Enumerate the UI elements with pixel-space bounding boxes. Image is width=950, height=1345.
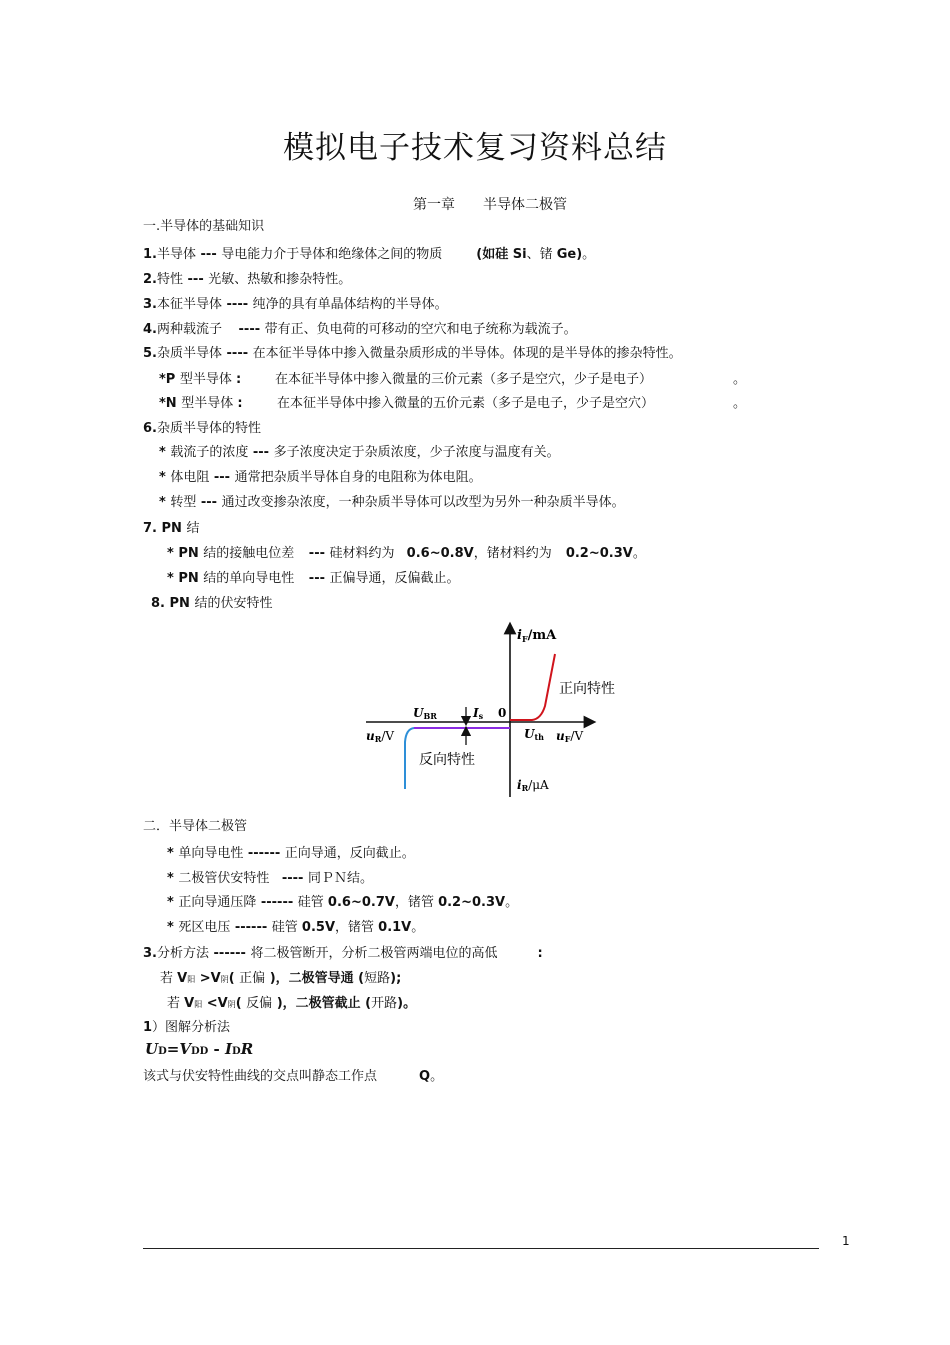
reverse-label: 反向特性: [419, 752, 475, 768]
item-7: 7. PN 结: [143, 521, 200, 536]
is-label: Is: [473, 706, 484, 721]
origin-label: 0: [498, 706, 507, 720]
item-5-n-end: 。: [733, 396, 747, 411]
item-6-a: * 载流子的浓度 --- 多子浓度决定于杂质浓度，少子浓度与温度有关。: [159, 445, 560, 460]
item-6-c: * 转型 --- 通过改变掺杂浓度，一种杂质半导体可以改型为另外一种杂质半导体。: [159, 495, 625, 510]
x-axis-label-right: uF/V: [556, 729, 584, 744]
pn-junction-vi-curve: [360, 620, 630, 800]
graphic-method: 1）图解分析法: [143, 1020, 231, 1035]
ubr-label: UBR: [413, 706, 437, 721]
load-line-formula: UD=VDD - IDR: [145, 1040, 254, 1058]
item-7-b: * PN 结的单向导电性 --- 正偏导通，反偏截止。: [167, 571, 460, 586]
page-number: 1: [842, 1234, 850, 1248]
forward-curve: [510, 654, 555, 720]
diode-item-c: * 正向导通压降 ------ 硅管 0.6~0.7V，锗管 0.2~0.3V。: [167, 895, 519, 910]
item-3: 3.本征半导体 ---- 纯净的具有单晶体结构的半导体。: [143, 297, 448, 312]
y-axis-label-bottom: iR/μA: [517, 778, 549, 793]
item-6: 6.杂质半导体的特性: [143, 421, 261, 436]
document-title: 模拟电子技术复习资料总结: [283, 130, 667, 166]
item-5-n-type: *N 型半导体 :: [159, 396, 243, 411]
item-6-b: * 体电阻 --- 通常把杂质半导体自身的电阻称为体电阻。: [159, 470, 482, 485]
footer-rule: [143, 1248, 819, 1249]
diode-item-a: * 单向导电性 ------ 正向导通，反向截止。: [167, 846, 415, 861]
item-5-n-desc: 在本征半导体中掺入微量的五价元素（多子是电子，少子是空穴）: [277, 396, 655, 411]
uth-label: Uth: [524, 727, 544, 742]
analysis-reverse: 若 V阳 <V阴( 反偏 )，二极管截止 (开路)。: [167, 996, 417, 1011]
item-5-p-desc: 在本征半导体中掺入微量的三价元素（多子是空穴，少子是电子）: [275, 372, 653, 387]
forward-label: 正向特性: [559, 681, 615, 697]
chapter-heading: 第一章 半导体二极管: [413, 197, 567, 213]
item-1: 1.半导体 --- 导电能力介于导体和绝缘体之间的物质 (如硅 Si、锗 Ge)。: [143, 247, 596, 262]
item-4: 4.两种载流子 ---- 带有正、负电荷的可移动的空穴和电子统称为载流子。: [143, 322, 577, 337]
item-7-a: * PN 结的接触电位差 --- 硅材料约为 0.6~0.8V，锗材料约为 0.2~0.3V。: [167, 546, 646, 561]
operating-point-text: 该式与伏安特性曲线的交点叫静态工作点 Q。: [143, 1069, 444, 1084]
item-5: 5.杂质半导体 ---- 在本征半导体中掺入微量杂质形成的半导体。体现的是半导体的掺杂特性。: [143, 346, 682, 361]
diode-item-b: * 二极管伏安特性 ---- 同ＰＮ结。: [167, 871, 373, 886]
y-axis-label-top: $i_F/mA$: [517, 628, 557, 644]
analysis-forward: 若 V阳 >V阴( 正偏 )，二极管导通 (短路);: [160, 971, 402, 986]
x-axis-label-left: uR/V: [366, 729, 395, 744]
section-heading-2: 二．半导体二极管: [143, 819, 248, 834]
item-2: 2.特性 --- 光敏、热敏和掺杂特性。: [143, 272, 352, 287]
analysis-method: 3.分析方法 ------ 将二极管断开，分析二极管两端电位的高低 :: [143, 946, 543, 961]
breakdown-curve: [405, 728, 414, 789]
diode-item-d: * 死区电压 ------ 硅管 0.5V，锗管 0.1V。: [167, 920, 425, 935]
section-heading-1: 一.半导体的基础知识: [143, 219, 265, 234]
item-5-p-type: *P 型半导体 :: [159, 372, 242, 387]
item-8: 8. PN 结的伏安特性: [151, 596, 273, 611]
item-5-p-end: 。: [733, 372, 747, 387]
